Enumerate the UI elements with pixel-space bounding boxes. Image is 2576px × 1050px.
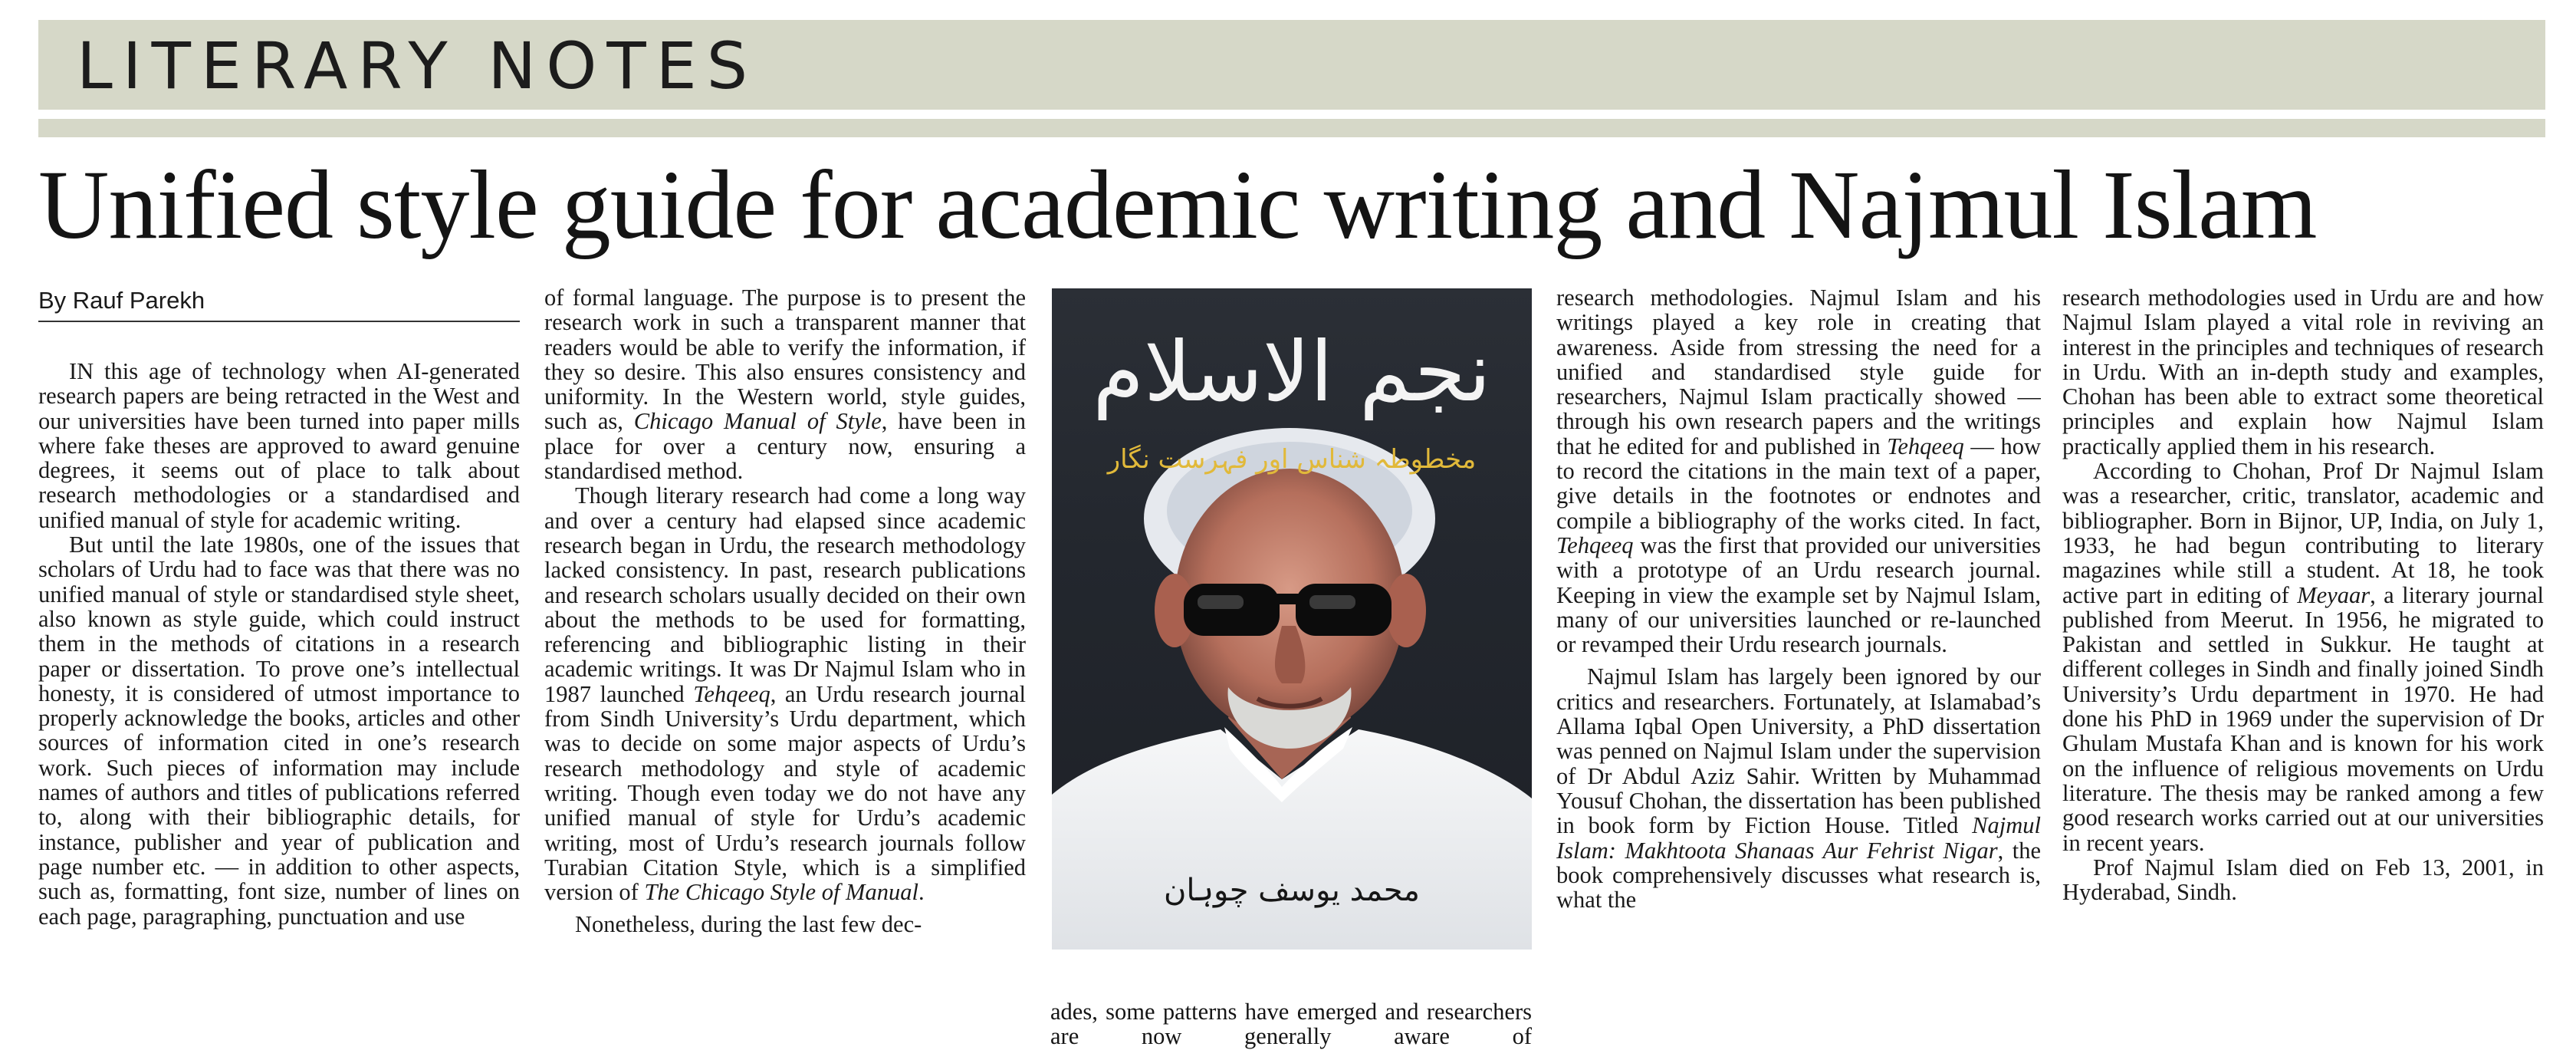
article-column-2-continuation xyxy=(1050,999,1532,1049)
paragraph: ades, some patterns have emerged and researchers are now generally aware of xyxy=(1050,999,1532,1050)
paragraph: Nonetheless, during the last few dec- xyxy=(575,911,922,938)
section-title: LITERARY NOTES xyxy=(77,28,758,104)
paragraph: Prof Najmul Islam died on Feb 13, 2001, in Hyderabad, Sindh. xyxy=(2062,854,2544,906)
paragraph: Though literary research had come a long way and over a century had elapsed since academic research began in Urdu, the research methodology lacked consistency. In past, research publications and research scholars usually decided on their own about the methods to be used for formatting, referencing and bibliographic listing in their academic writings. It was Dr Najmul Islam who in 1987 launched Tehqeeq, an Urdu research journal from Sindh University’s Urdu department, which was to decide on some major aspects of Urdu’s research methodology and style of academic writing. Though even today we do not have any unified manual of style for Urdu’s academic writing, most of Urdu’s research journals follow Turabian Citation Style, which is a simplified version of The Chicago Style of Manual. xyxy=(544,482,1026,906)
paragraph: research methodologies. Najmul Islam and his writings played a key role in creating that awareness. Aside from stressing the need for a unified and standardised style guide for researchers, Najmul Islam practically showed — through his own research papers and the writings that he edited for and published in Tehqeeq — how to record the citations in the main text of a paper, give details in the footnotes or endnotes and compile a bibliography of the works cited. In fact, Tehqeeq was the first that provided our universities with a prototype of an Urdu research journal. Keeping in view the example set by Najmul Islam, many of our universities launched or re-launched or revamped their Urdu research journals. xyxy=(1556,285,2041,658)
paragraph: According to Chohan, Prof Dr Najmul Islam was a researcher, critic, translator, academic and bibliographer. Born in Bijnor, UP, India, on July 1, 1933, he had begun contributing to literary magazines while still a student. At 18, he took active part in editing of Meyaar, a literary journal published from Meerut. In 1956, he migrated to Pakistan and settled in Sukkur. He taught at different colleges in Sindh and finally joined Sindh University’s Urdu department in 1970. He had done his PhD in 1969 under the supervision of Dr Ghulam Mustafa Khan and is known for his work on the influence of religious movements on Urdu literature. The thesis may be ranked among a few good research works carried out at our universities in recent years. xyxy=(2062,458,2544,856)
cover-author: محمد یوسف چوہان xyxy=(1164,873,1420,908)
paragraph: Najmul Islam has largely been ignored by our critics and researchers. Fortunately, at Islamabad’s Allama Iqbal Open University, a PhD dissertation was penned on Najmul Islam under the supervision of Dr Abdul Aziz Sahir. Written by Muhammad Yousuf Chohan, the dissertation has been published in book form by Fiction House. Titled Najmul Islam: Makhtoota Shanaas Aur Fehrist Nigar, the book comprehensively discusses what research is, what the xyxy=(1556,663,2041,913)
article-headline: Unified style guide for academic writing and Najmul Islam xyxy=(38,150,2317,259)
book-cover-image xyxy=(1052,288,1532,950)
section-banner xyxy=(38,20,2545,110)
article-column-1 xyxy=(38,285,520,1029)
paragraph: of formal language. The purpose is to present the research work in such a transparent manner that readers would be able to verify the information, if they so desire. This also ensures consistency and uniformity. In the Western world, style guides, such as, Chicago Manual of Style, have been in place for over a century now, ensuring a standardised method. xyxy=(544,285,1026,485)
article-column-3 xyxy=(1556,285,2041,1029)
paragraph: research methodologies used in Urdu are and how Najmul Islam played a vital role in reviving an interest in the principles and techniques of research in Urdu. With an in-depth study and examples, Chohan has been able to extract some theoretical principles and explain how Najmul Islam practically applied them in his research. xyxy=(2062,285,2544,459)
byline: By Rauf Parekh xyxy=(38,285,520,322)
cover-title: نجم الاسلام xyxy=(1092,324,1491,420)
article-column-4 xyxy=(2062,285,2544,1029)
paragraph: IN this age of technology when AI-generated research papers are being retracted in the West and our universities have been turned into paper mills where fake theses are approved to award genuine degrees, it seems out of place to talk about research methodologies or a standardised and unified manual of style for academic writing. xyxy=(38,358,520,533)
article-column-2 xyxy=(544,285,1026,1029)
paragraph: But until the late 1980s, one of the issues that scholars of Urdu had to face was that there was no unified manual of style or standardised style sheet, also known as style guide, which could instruct them in the methods of citations in a research paper or dissertation. To prove one’s intellectual honesty, it is considered of utmost importance to properly acknowledge the books, articles and other sources of information cited in one’s research work. Such pieces of information may include names of authors and titles of publications referred to, along with their bibliographic details, for instance, publisher and year of publication and page number etc. — in addition to other aspects, such as, formatting, font size, number of lines on each page, paragraphing, punctuation and use xyxy=(38,532,520,930)
banner-divider xyxy=(38,119,2545,137)
cover-subtitle: مخطوطہ شناس اور فہرست نگار xyxy=(1107,444,1477,475)
